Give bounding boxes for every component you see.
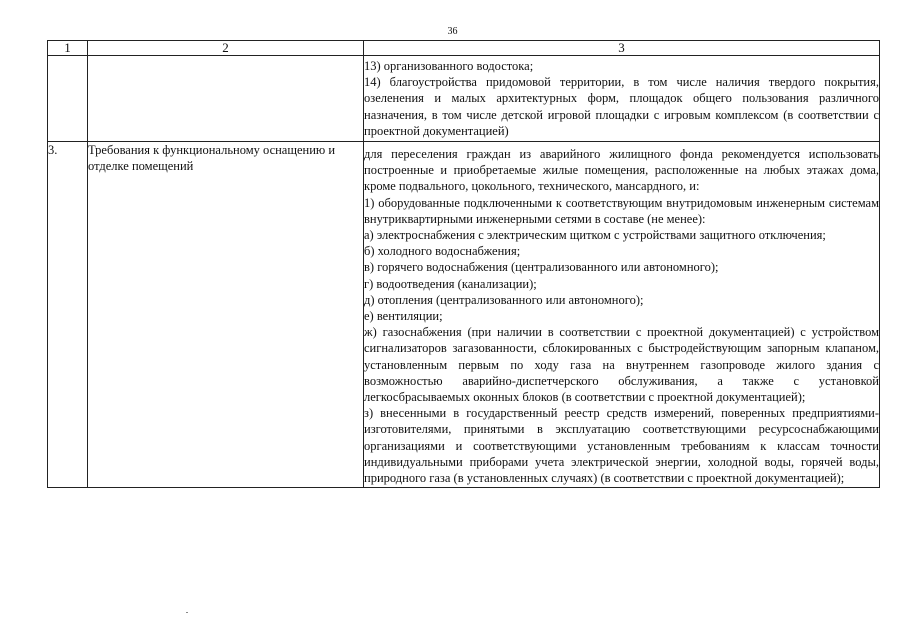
column-header-2: 2	[88, 41, 364, 56]
table-row	[48, 56, 880, 142]
requirement-paragraph: 13) организованного водостока;	[364, 59, 534, 73]
requirement-text-cell	[364, 56, 880, 142]
requirement-paragraph: в) горячего водоснабжения (централизованного или автономного);	[364, 260, 719, 275]
row-number-cell	[48, 56, 88, 142]
requirement-paragraph: 1) оборудованные подключенными к соответствующим внутридомовым инженерным системам внутриквартирными инженерными сетями в составе (не менее):	[364, 195, 879, 226]
requirements-table	[47, 40, 880, 488]
column-header-3: 3	[364, 41, 880, 56]
requirement-title-cell: Требования к функциональному оснащению и отделке помещений	[88, 142, 364, 488]
column-header-1: 1	[48, 41, 88, 56]
table-row	[48, 142, 880, 488]
row-number-cell: 3.	[48, 142, 88, 488]
scan-artifact	[186, 612, 188, 613]
requirement-paragraph: для переселения граждан из аварийного жилищного фонда рекомендуется использовать построенные и приобретаемые жилые помещения, расположенные на любых этажах дома, кроме подвального, цокольного, технического, мансардного, и:	[364, 147, 879, 194]
requirement-title-cell	[88, 56, 364, 142]
requirement-paragraph: г) водоотведения (канализации);	[364, 276, 537, 291]
requirement-paragraph: б) холодного водоснабжения;	[364, 244, 521, 259]
requirement-text-cell	[364, 142, 880, 488]
requirement-paragraph: з) внесенными в государственный реестр средств измерений, поверенных предприятиями-изготовителями, принятыми в эксплуатацию соответствующими ресурсоснабжающими организациями и соответствующими установленным требованиям к классам точности индивидуальными приборами учета электрической энергии, холодной воды, горячей воды, природного газа (в установленных случаях) (в соответствии с проектной документацией);	[364, 406, 879, 486]
requirement-paragraph: е) вентиляции;	[364, 309, 443, 324]
table-header-row	[48, 41, 880, 56]
requirement-paragraph: а) электроснабжения с электрическим щитком с устройствами защитного отключения;	[364, 228, 826, 243]
requirement-paragraph: 14) благоустройства придомовой территории, в том числе наличия твердого покрытия, озеленения и малых архитектурных форм, площадок общего пользования различного назначения, в том числе детской игровой площадки с игровым комплексом (в соответствии с проектной документацией)	[364, 75, 879, 138]
page-number: 36	[447, 26, 458, 37]
requirement-paragraph: ж) газоснабжения (при наличии в соответствии с проектной документацией) с устройством сигнализаторов загазованности, сблокированных с быстродействующим запорным клапаном, установленным первым по ходу газа на внутреннем газопроводе жилого здания с возможностью аварийно-диспетчерского обслуживания, а также с установкой легкосбрасываемых оконных блоков (в соответствии с проектной документацией);	[364, 325, 879, 405]
requirement-paragraph: д) отопления (централизованного или автономного);	[364, 292, 644, 307]
